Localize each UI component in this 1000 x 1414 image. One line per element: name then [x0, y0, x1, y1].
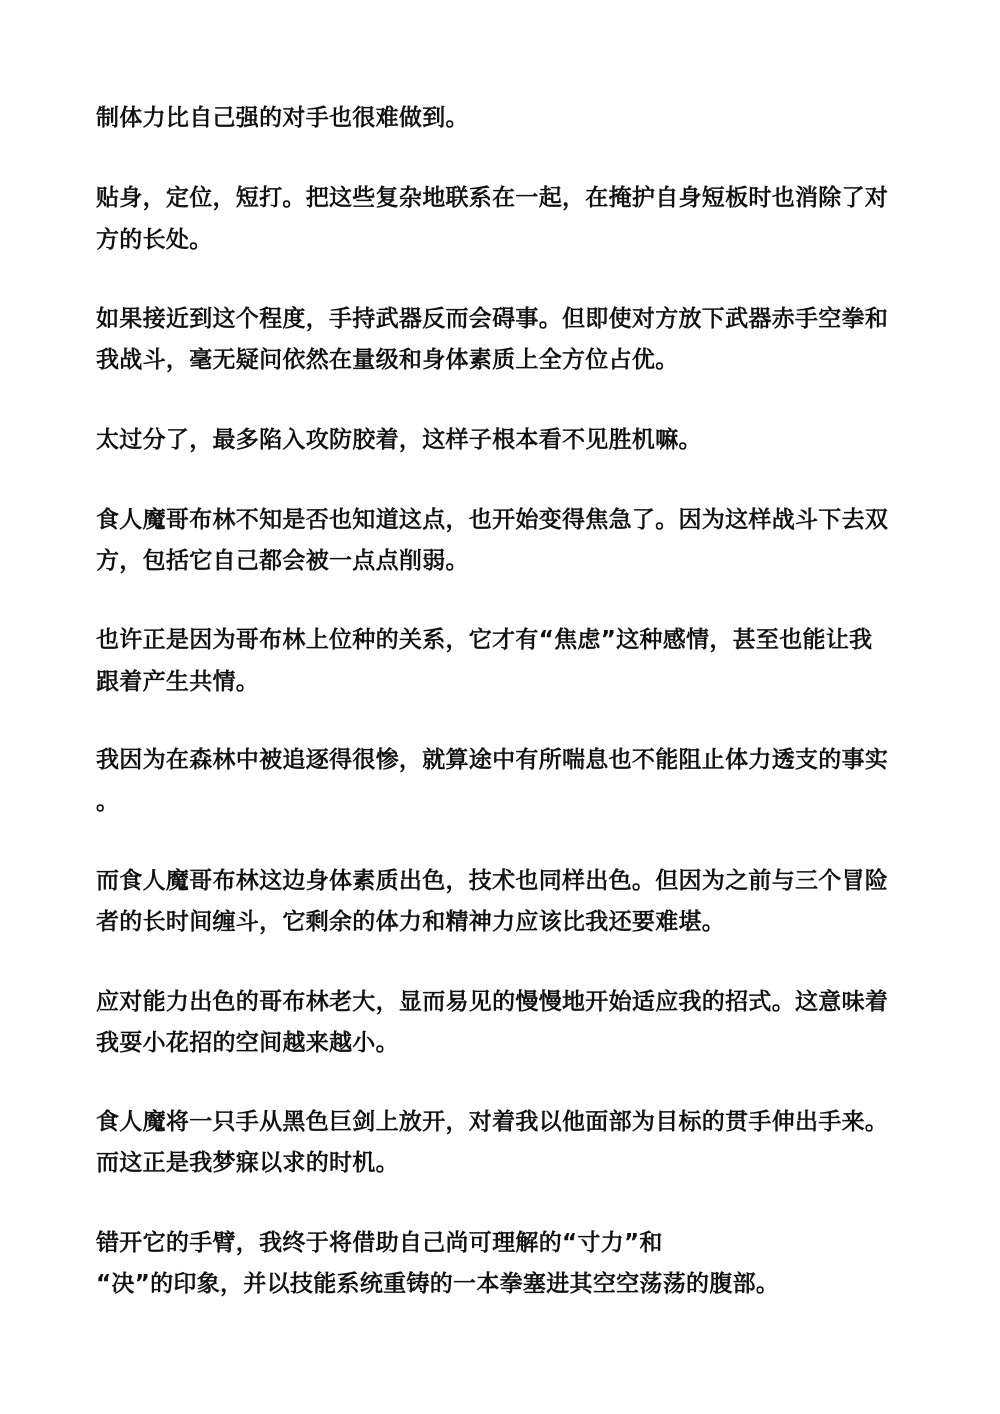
text-line: 错开它的手臂，我终于将借助自己尚可理解的“寸力”和 [96, 1230, 663, 1256]
text-line: 食人魔将一只手从黑色巨剑上放开，对着我以他面部为目标的贯手伸出手来。 [96, 1109, 889, 1135]
text-line: 。 [96, 789, 120, 815]
text-line: 我战斗，毫无疑问依然在量级和身体素质上全方位占优。 [96, 347, 679, 373]
text-line: 我耍小花招的空间越来越小。 [96, 1030, 399, 1056]
text-line: 而这正是我梦寐以求的时机。 [96, 1150, 399, 1176]
text-line: 食人魔哥布林不知是否也知道这点，也开始变得焦急了。因为这样战斗下去双 [96, 507, 889, 533]
text-line: 方的长处。 [96, 227, 213, 253]
text-line: 如果接近到这个程度，手持武器反而会碍事。但即使对方放下武器赤手空拳和 [96, 306, 889, 332]
text-line: “决”的印象，并以技能系统重铸的一本拳塞进其空空荡荡的腹部。 [96, 1271, 780, 1297]
text-line: 方，包括它自己都会被一点点削弱。 [96, 548, 469, 574]
text-line: 太过分了，最多陷入攻防胶着，这样子根本看不见胜机嘛。 [96, 427, 702, 453]
text-line: 贴身，定位，短打。把这些复杂地联系在一起，在掩护自身短板时也消除了对 [96, 185, 889, 211]
text-line: 制体力比自己强的对手也很难做到。 [96, 105, 469, 131]
text-line: 跟着产生共情。 [96, 669, 260, 695]
text-line: 我因为在森林中被追逐得很惨，就算途中有所喘息也不能阻止体力透支的事实 [96, 747, 889, 773]
text-line: 应对能力出色的哥布林老大，显而易见的慢慢地开始适应我的招式。这意味着 [96, 989, 889, 1015]
text-line: 者的长时间缠斗，它剩余的体力和精神力应该比我还要难堪。 [96, 909, 726, 935]
text-line: 而食人魔哥布林这边身体素质出色，技术也同样出色。但因为之前与三个冒险 [96, 868, 889, 894]
text-line: 也许正是因为哥布林上位种的关系，它才有“焦虑”这种感情，甚至也能让我 [96, 627, 873, 653]
